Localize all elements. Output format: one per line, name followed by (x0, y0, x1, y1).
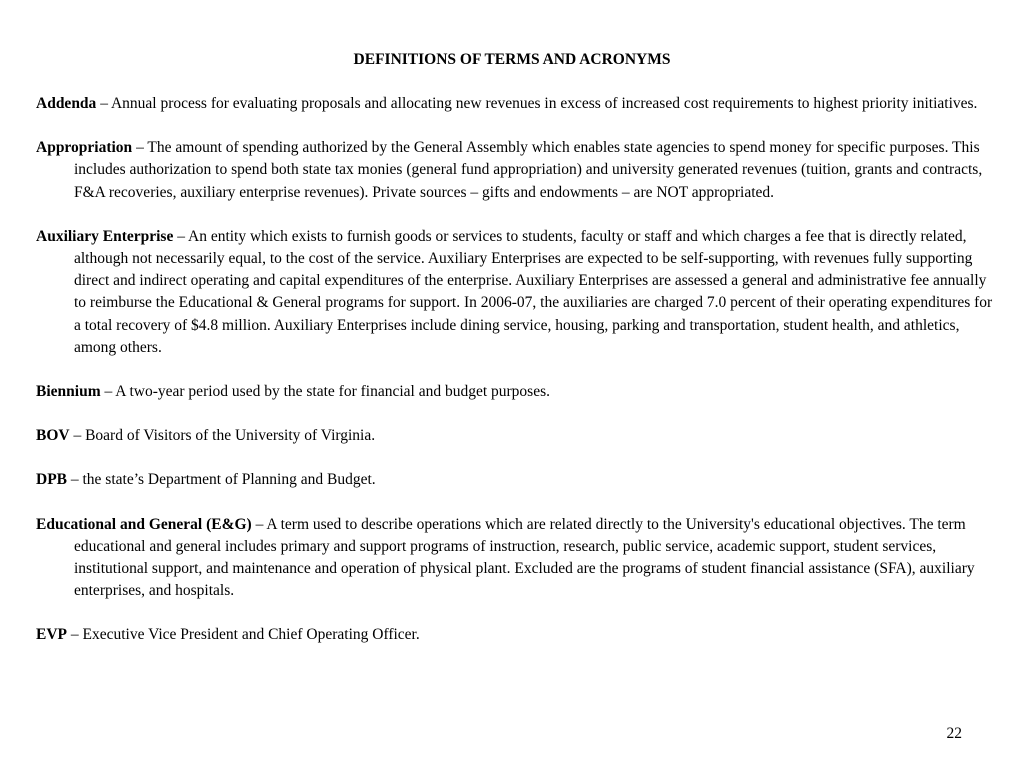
definition-term: Auxiliary Enterprise (36, 227, 174, 245)
page-number: 22 (946, 725, 962, 742)
definition-educational-and-general (36, 514, 996, 603)
definition-evp (36, 624, 996, 646)
definition-text: the state’s Department of Planning and Budget. (82, 471, 376, 489)
definition-separator: – (69, 427, 86, 445)
definition-term: DPB (36, 471, 67, 489)
definition-addenda (36, 93, 996, 115)
definition-separator: – (67, 626, 83, 644)
definition-separator: – (251, 515, 267, 533)
definition-term: Biennium (36, 383, 101, 401)
definition-term: EVP (36, 626, 67, 644)
definition-appropriation (36, 137, 996, 204)
definition-text: The amount of spending authorized by the General Assembly which enables state agencies to spend money for specific purposes. This includes authorization to spend both state tax monies (general fund appropriation) and university generated revenues (tuition, grants and contracts, F&A recoveries, auxiliary enterprise revenues). Private sources – gifts and endowments – are NOT appropriated. (74, 139, 983, 201)
definition-term: Educational and General (E&G) (36, 515, 252, 533)
definition-text: A two-year period used by the state for financial and budget purposes. (115, 383, 550, 401)
page-title: DEFINITIONS OF TERMS AND ACRONYMS (353, 51, 671, 68)
definition-biennium (36, 381, 996, 403)
definition-separator: – (132, 139, 148, 157)
definition-auxiliary-enterprise (36, 226, 996, 359)
definition-separator: – (96, 95, 111, 112)
definition-term: BOV (36, 427, 70, 445)
definition-text: Annual process for evaluating proposals and allocating new revenues in excess of increased cost requirements to highest priority initiatives. (110, 95, 978, 112)
definitions-list (36, 93, 996, 669)
definition-text: Board of Visitors of the University of Virginia. (85, 427, 376, 445)
definition-text: An entity which exists to furnish goods or services to students, faculty or staff and which charges a fee that is directly related, although not necessarily equal, to the cost of the service. Auxiliary Enterprises are expected to be self-supporting, with revenues fully supporting direct and indirect operating and capital expenditures of the enterprise. Auxiliary Enterprises are assessed a general and administrative fee annually to reimburse the Educational & General programs for support. In 2006-07, the auxiliaries are charged 7.0 percent of their operating expenditures for a total recovery of $4.8 million. Auxiliary Enterprises include dining service, housing, parking and transportation, student health, and athletics, among others. (74, 227, 993, 356)
definition-separator: – (173, 227, 188, 245)
definition-separator: – (67, 471, 83, 489)
definition-text: Executive Vice President and Chief Operating Officer. (82, 626, 420, 644)
definition-text: A term used to describe operations which are related directly to the University's educational objectives. The term educational and general includes primary and support programs of instruction, research, public service, academic support, student services, institutional support, and maintenance and operation of physical plant. Excluded are the programs of student financial assistance (SFA), auxiliary enterprises, and hospitals. (74, 515, 975, 600)
definition-separator: – (100, 383, 116, 401)
definition-term: Addenda (36, 95, 97, 112)
definition-term: Appropriation (36, 139, 133, 157)
definition-dpb (36, 469, 996, 491)
definition-bov (36, 425, 996, 447)
